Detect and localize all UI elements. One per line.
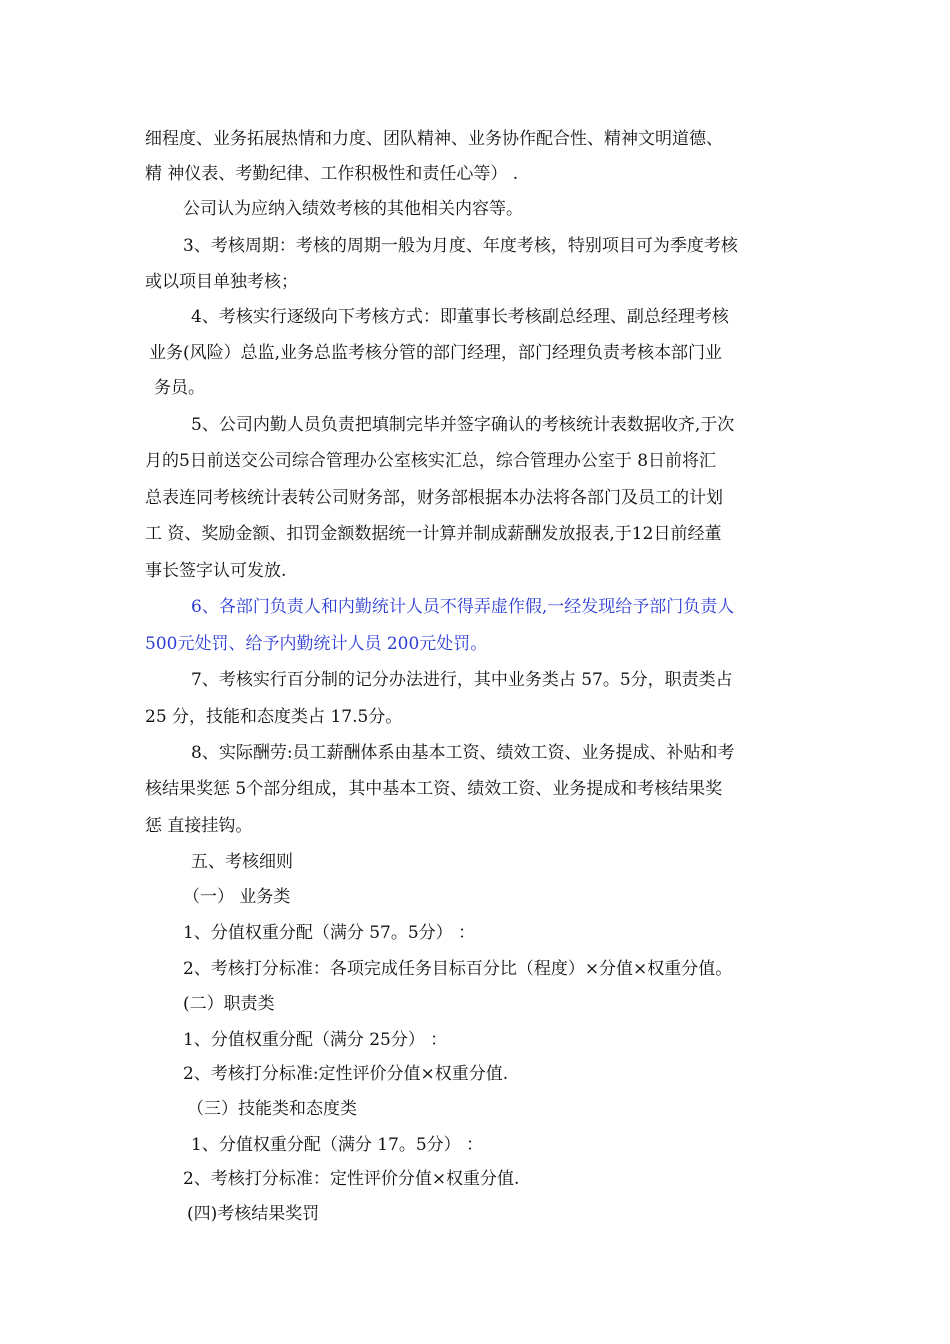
paragraph-line: 2、考核打分标准:定性评价分值×权重分值. xyxy=(183,1064,509,1084)
paragraph-line: 月的5日前送交公司综合管理办公室核实汇总，综合管理办公室于 8日前将汇 xyxy=(145,451,717,471)
paragraph-line: 业务(风险）总监,业务总监考核分管的部门经理，部门经理负责考核本部门业 xyxy=(149,343,723,363)
subsection-heading: （三）技能类和态度类 xyxy=(187,1099,357,1119)
paragraph-line: 或以项目单独考核； xyxy=(145,272,298,292)
paragraph-line: 事长签字认可发放. xyxy=(145,561,287,581)
paragraph-line: 3、考核周期：考核的周期一般为月度、年度考核，特别项目可为季度考核 xyxy=(183,236,738,256)
paragraph-line: 工 资、奖励金额、扣罚金额数据统一计算并制成薪酬发放报表,于12日前经董 xyxy=(145,524,722,544)
paragraph-line: 1、分值权重分配（满分 25分） ： xyxy=(183,1030,448,1050)
subsection-heading: (二）职责类 xyxy=(183,994,275,1014)
subsection-heading: (四)考核结果奖罚 xyxy=(187,1204,320,1224)
subsection-heading: （一） 业务类 xyxy=(183,887,291,907)
paragraph-line: 细程度、业务拓展热情和力度、团队精神、业务协作配合性、精神文明道德、 xyxy=(145,129,723,149)
paragraph-line: 1、分值权重分配（满分 17。5分） ： xyxy=(191,1135,484,1155)
paragraph-line: 公司认为应纳入绩效考核的其他相关内容等。 xyxy=(183,199,523,219)
paragraph-line: 务员。 xyxy=(154,378,205,398)
paragraph-line: 精 神仪表、考勤纪律、工作积极性和责任心等） . xyxy=(145,164,519,184)
paragraph-line: 核结果奖惩 5个部分组成，其中基本工资、绩效工资、业务提成和考核结果奖 xyxy=(145,779,723,799)
paragraph-line: 2、考核打分标准：定性评价分值×权重分值. xyxy=(183,1169,520,1189)
paragraph-line: 7、考核实行百分制的记分办法进行，其中业务类占 57。5分，职责类占 xyxy=(191,670,733,690)
paragraph-line: 8、实际酬劳:员工薪酬体系由基本工资、绩效工资、业务提成、补贴和考 xyxy=(191,743,735,763)
highlighted-paragraph-line: 6、各部门负责人和内勤统计人员不得弄虚作假,一经发现给予部门负责人 xyxy=(191,597,735,617)
section-heading: 五、考核细则 xyxy=(191,852,293,872)
paragraph-line: 2、考核打分标准：各项完成任务目标百分比（程度）×分值×权重分值。 xyxy=(183,959,733,979)
paragraph-line: 总表连同考核统计表转公司财务部，财务部根据本办法将各部门及员工的计划 xyxy=(145,488,723,508)
paragraph-line: 1、分值权重分配（满分 57。5分） ： xyxy=(183,923,476,943)
highlighted-paragraph-line: 500元处罚、给予内勤统计人员 200元处罚。 xyxy=(145,634,488,654)
paragraph-line: 25 分，技能和态度类占 17.5分。 xyxy=(145,707,403,727)
paragraph-line: 4、考核实行逐级向下考核方式：即董事长考核副总经理、副总经理考核 xyxy=(191,307,729,327)
paragraph-line: 惩 直接挂钩。 xyxy=(145,816,253,836)
paragraph-line: 5、公司内勤人员负责把填制完毕并签字确认的考核统计表数据收齐,于次 xyxy=(191,415,735,435)
